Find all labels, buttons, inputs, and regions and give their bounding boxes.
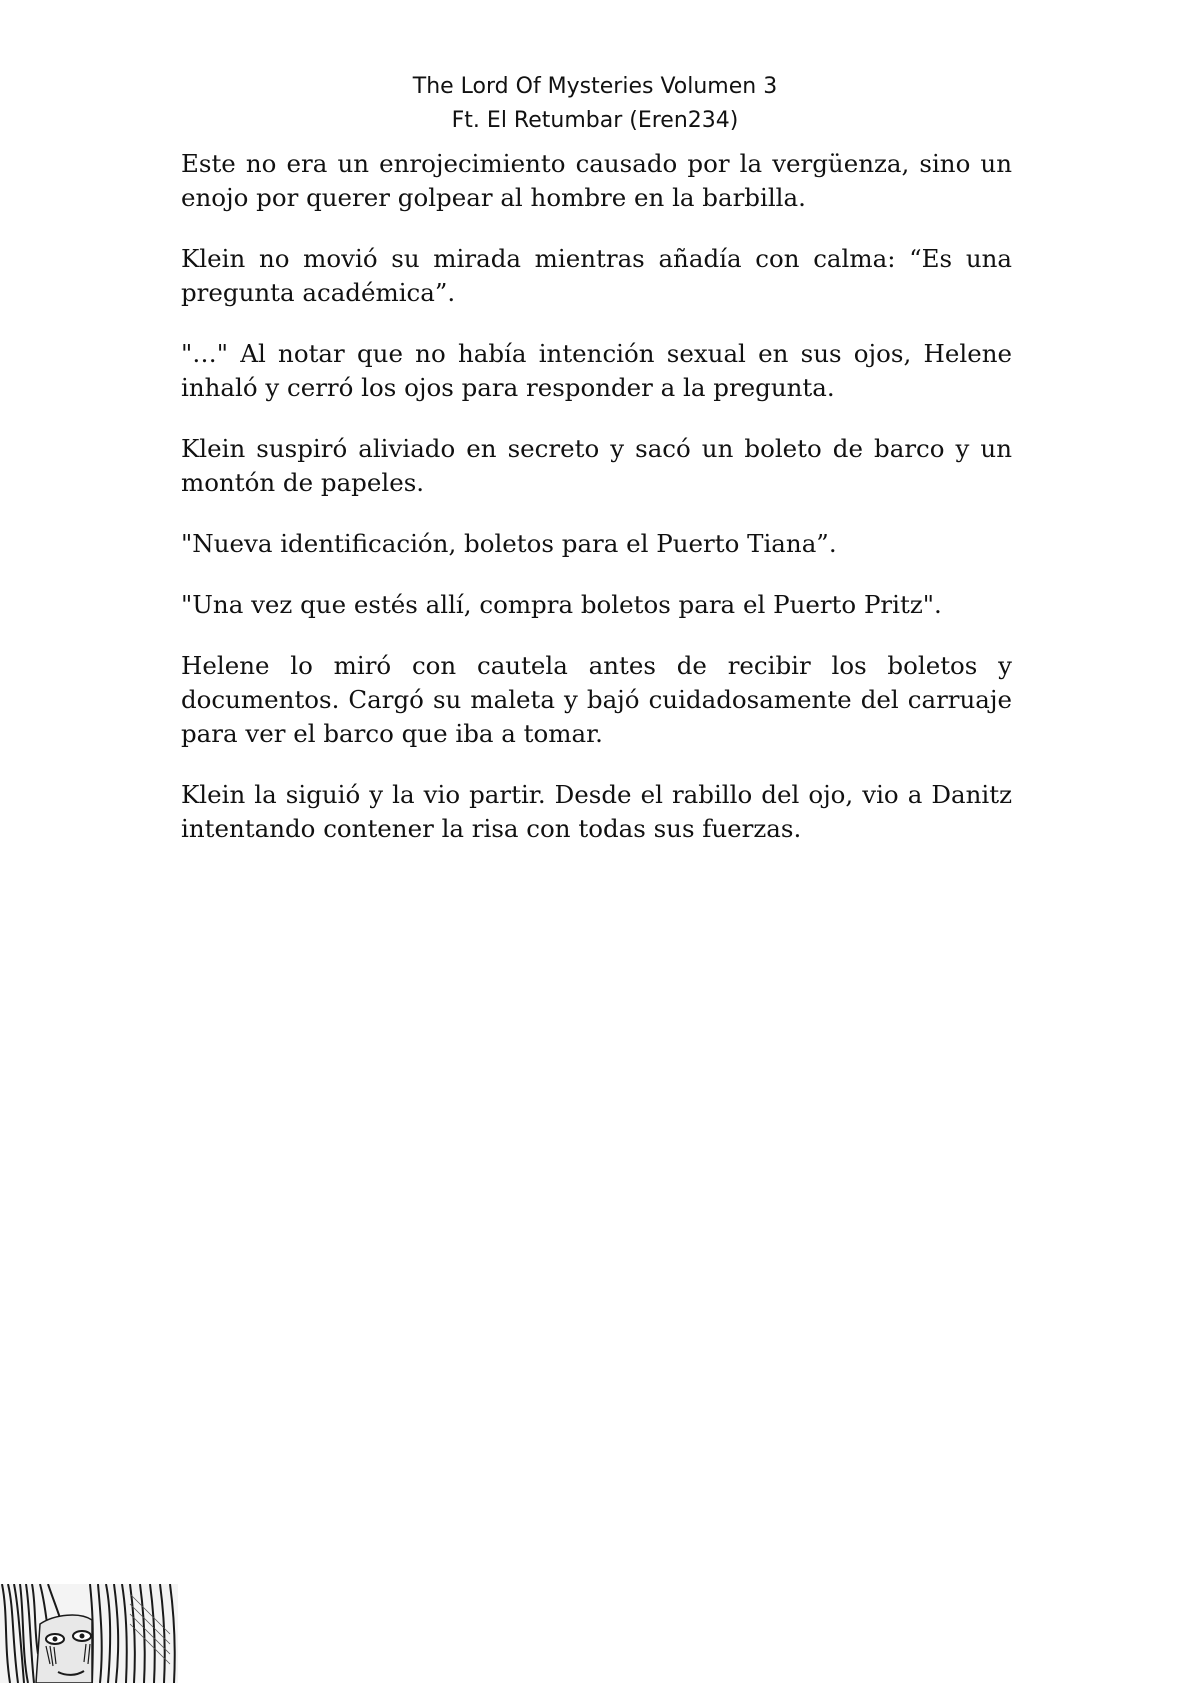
- paragraph: "…" Al notar que no había intención sexual en sus ojos, Helene inhaló y cerró los ojos para responder a la pregunta.: [181, 339, 1012, 402]
- paragraph: Klein la siguió y la vio partir. Desde el rabillo del ojo, vio a Danitz intentando contener la risa con todas sus fuerzas.: [181, 780, 1012, 843]
- paragraph: Este no era un enrojecimiento causado por la vergüenza, sino un enojo por querer golpear al hombre en la barbilla.: [181, 149, 1012, 212]
- paragraph: Klein suspiró aliviado en secreto y sacó un boleto de barco y un montón de papeles.: [181, 434, 1012, 497]
- body-text: [181, 147, 1012, 873]
- paragraph: Klein no movió su mirada mientras añadía con calma: “Es una pregunta académica”.: [181, 244, 1012, 307]
- paragraph: "Nueva identificación, boletos para el Puerto Tiana”.: [181, 529, 837, 558]
- header-subtitle: Ft. El Retumbar (Eren234): [451, 108, 739, 133]
- header-title: The Lord Of Mysteries Volumen 3: [412, 74, 778, 99]
- page-header: [0, 70, 1190, 138]
- paragraph: Helene lo miró con cautela antes de recibir los boletos y documentos. Cargó su maleta y bajó cuidadosamente del carruaje para ver el barco que iba a tomar.: [181, 651, 1012, 748]
- paragraph: "Una vez que estés allí, compra boletos para el Puerto Pritz".: [181, 590, 942, 619]
- manga-face-illustration-icon: [0, 1584, 178, 1683]
